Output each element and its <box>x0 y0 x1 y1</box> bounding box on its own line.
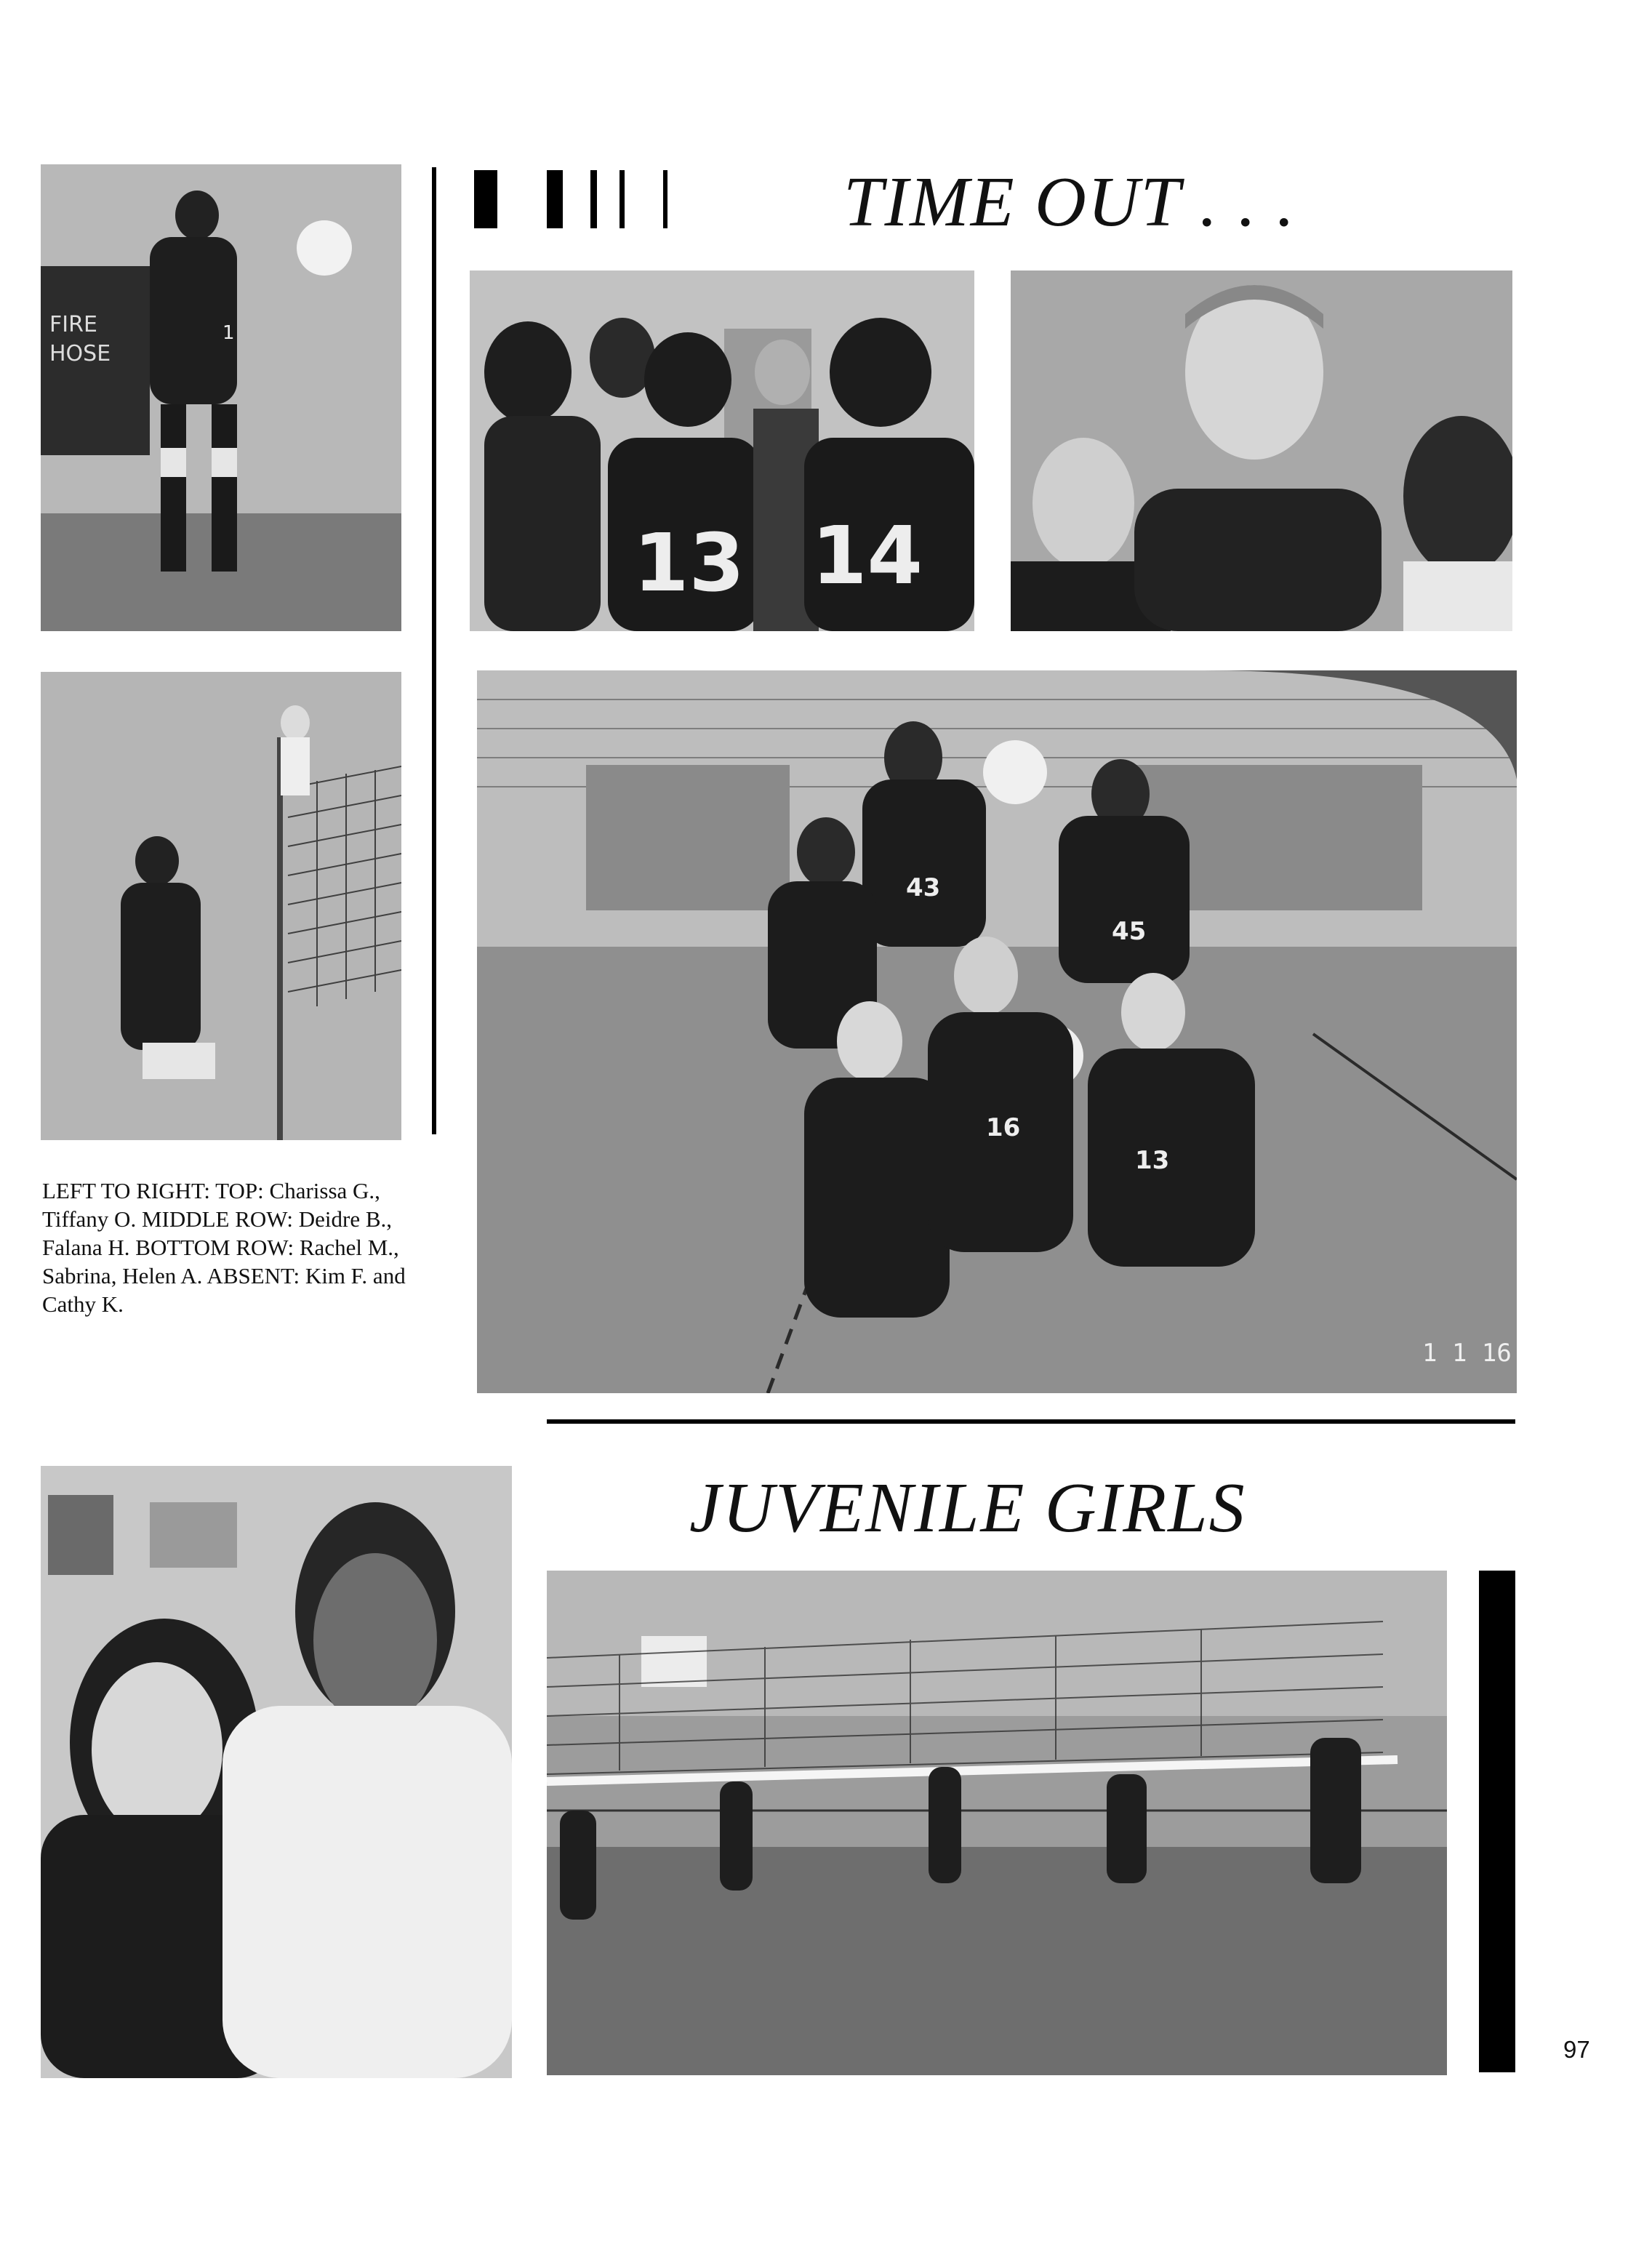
jersey-16: 16 <box>986 1113 1021 1142</box>
volleyball <box>297 220 352 276</box>
photo-boys-closeup <box>1011 270 1512 631</box>
photo-player-at-net <box>41 672 401 1140</box>
jersey-14: 14 <box>811 509 923 602</box>
side-bar <box>1479 1571 1515 2072</box>
title-bar-3 <box>590 170 597 228</box>
team-caption: LEFT TO RIGHT: TOP: Charissa G., Tiffany O. MIDDLE ROW: Deidre B., Falana H. BOTTOM ROW: Rachel M., Sabrina, Helen A. ABSENT: Kim F. and Cathy K. <box>42 1178 406 1317</box>
date-stamp: 1 1 16 <box>1422 1339 1512 1368</box>
jersey-43: 43 <box>906 873 941 902</box>
page-number: 97 <box>1563 2036 1590 2063</box>
vertical-rule <box>432 167 436 1134</box>
jersey-13-portrait: 13 <box>1135 1146 1170 1175</box>
photo-two-girls <box>41 1466 512 2078</box>
title-bar-4 <box>620 170 625 228</box>
section-title: JUVENILE GIRLS <box>689 1469 1246 1547</box>
photo-team-huddle <box>470 270 974 631</box>
title-bar-5 <box>663 170 667 228</box>
title-bar-1 <box>474 170 497 228</box>
jersey-45: 45 <box>1112 917 1147 946</box>
photo-team-portrait <box>477 670 1517 1393</box>
page-title: TIME OUT . . . <box>843 163 1296 241</box>
wall-sign-line-1: FIRE <box>49 312 97 337</box>
photo-gym-game <box>547 1571 1447 2075</box>
wall-sign-line-2: HOSE <box>49 341 111 366</box>
horizontal-rule <box>547 1419 1515 1424</box>
jersey-13: 13 <box>633 516 745 609</box>
jersey-number: 1 <box>222 322 235 344</box>
photo-player-serving <box>41 164 401 631</box>
title-bar-2 <box>547 170 563 228</box>
